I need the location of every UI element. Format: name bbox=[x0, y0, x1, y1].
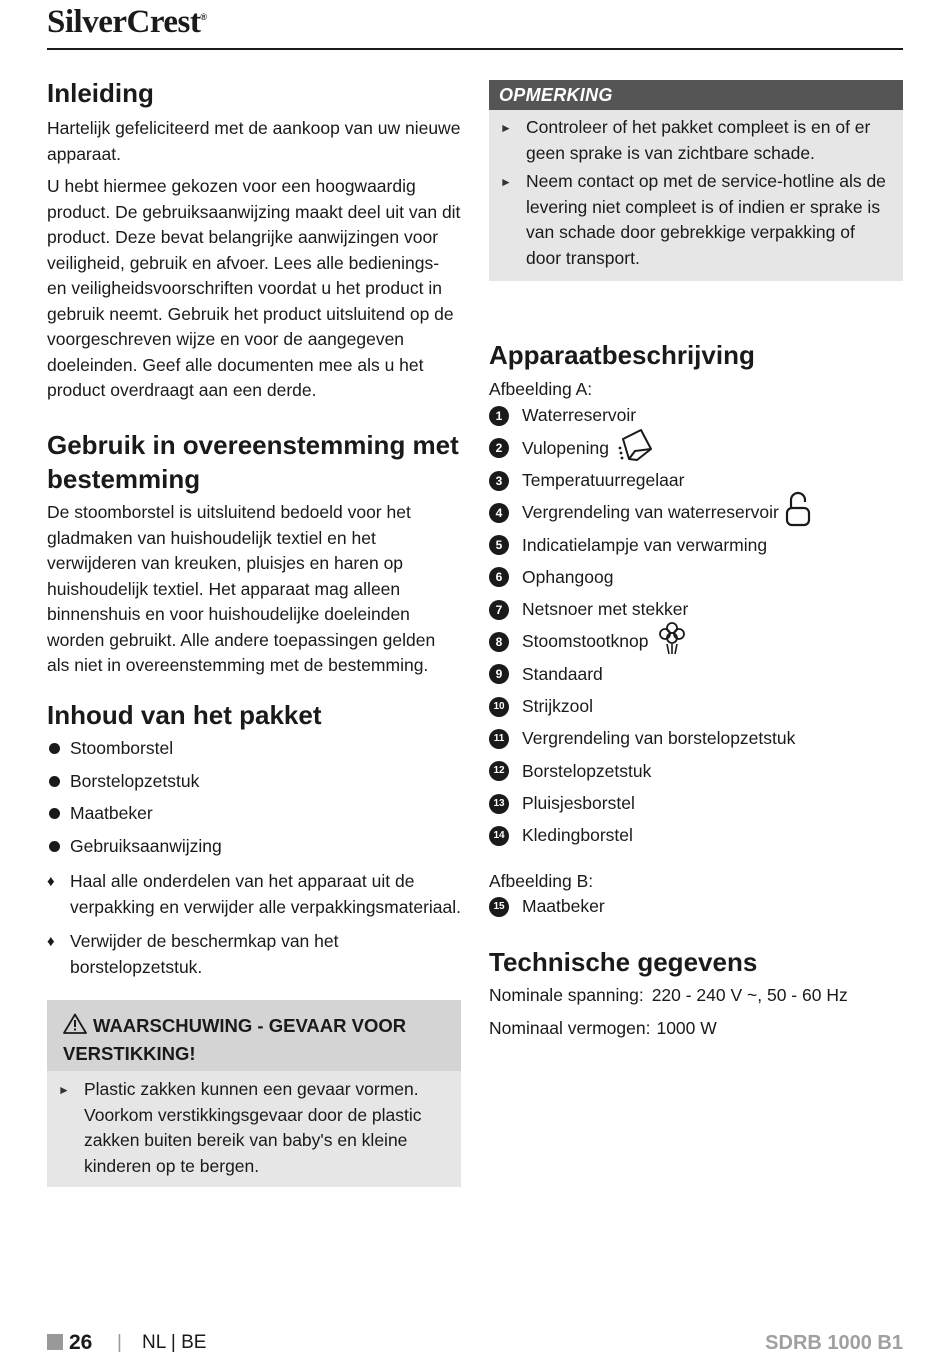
description-heading: Apparaatbeschrijving bbox=[489, 340, 755, 370]
list-item: ► Plastic zakken kunnen een gevaar vormen. Voorkom verstikkingsgevaar door de plastic zakken buiten bereik van baby's en kleine kinderen op te bergen. bbox=[58, 1079, 422, 1176]
list-item: 13 Pluisjesborstel bbox=[489, 788, 903, 820]
model-number: SDRB 1000 B1 bbox=[765, 1332, 903, 1354]
list-item: 4 Vergrendeling van waterreservoir bbox=[489, 497, 903, 529]
diamond-icon: ♦ bbox=[47, 933, 55, 950]
list-item: 10 Strijkzool bbox=[489, 691, 903, 723]
number-badge: 9 bbox=[489, 664, 509, 684]
list-item: ♦ Verwijder de beschermkap van het borstelopzetstuk. bbox=[47, 931, 339, 977]
page-footer bbox=[47, 1330, 903, 1356]
number-badge: 2 bbox=[489, 438, 509, 458]
footer-separator: | bbox=[117, 1332, 122, 1353]
list-item: 2 Vulopening bbox=[489, 432, 903, 464]
arrow-icon: ► bbox=[58, 1083, 70, 1097]
number-badge: 14 bbox=[489, 826, 509, 846]
intended-use-heading: Gebruik in overeenstemming met bestemming bbox=[47, 430, 459, 494]
figure-a-label: Afbeelding A: bbox=[489, 379, 593, 399]
warning-heading: WAARSCHUWING - GEVAAR VOOR VERSTIKKING! bbox=[47, 1000, 461, 1071]
package-steps-list bbox=[47, 869, 461, 989]
intro-heading: Inleiding bbox=[47, 78, 154, 108]
package-heading: Inhoud van het pakket bbox=[47, 700, 322, 730]
list-item: Stoomborstel bbox=[47, 736, 461, 762]
list-item: 9 Standaard bbox=[489, 658, 903, 690]
intro-paragraph-1: Hartelijk gefeliciteerd met de aankoop van uw nieuwe apparaat. bbox=[47, 118, 461, 164]
note-box bbox=[489, 80, 903, 281]
list-item: ♦ Haal alle onderdelen van het apparaat uit de verpakking en verwijder alle verpakkingsmateriaal. bbox=[47, 871, 462, 917]
list-item: Borstelopzetstuk bbox=[47, 769, 461, 795]
bullet-icon bbox=[49, 841, 60, 852]
number-badge: 11 bbox=[489, 729, 509, 749]
number-badge: 12 bbox=[489, 761, 509, 781]
number-badge: 13 bbox=[489, 794, 509, 814]
figure-b-label: Afbeelding B: bbox=[489, 871, 594, 891]
list-item: ► Controleer of het pakket compleet is en of er geen sprake is van zichtbare schade. bbox=[500, 117, 871, 163]
warning-triangle-icon bbox=[63, 1013, 87, 1041]
arrow-icon: ► bbox=[500, 175, 512, 189]
list-item: Gebruiksaanwijzing bbox=[47, 834, 461, 860]
footer-square-icon bbox=[47, 1334, 63, 1350]
list-item: 12 Borstelopzetstuk bbox=[489, 755, 903, 787]
parts-list-b bbox=[489, 891, 903, 923]
list-item: 14 Kledingborstel bbox=[489, 820, 903, 852]
warning-list bbox=[47, 1071, 461, 1187]
intended-use-paragraph: De stoomborstel is uitsluitend bedoeld voor het gladmaken van huishoudelijk textiel en het verwijderen van kreuken, pluisjes en haren op huishoudelijk textiel. Het apparaat mag alleen binnenshuis en voor huishoudelijke doeleinden worden gebruikt. Alle andere toepassingen gelden als niet in overeenstemming met de bestemming. bbox=[47, 502, 436, 675]
bullet-icon bbox=[49, 743, 60, 754]
list-item: Maatbeker bbox=[47, 801, 461, 827]
tech-heading: Technische gegevens bbox=[489, 947, 758, 977]
list-item: 8 Stoomstootknop bbox=[489, 626, 903, 658]
tech-table bbox=[489, 983, 903, 1048]
brand-logo: SilverCrest® bbox=[47, 4, 207, 40]
list-item: 6 Ophangoog bbox=[489, 561, 903, 593]
package-contents-list bbox=[47, 736, 461, 866]
note-heading: OPMERKING bbox=[489, 80, 903, 110]
number-badge: 4 bbox=[489, 503, 509, 523]
list-item: 7 Netsnoer met stekker bbox=[489, 594, 903, 626]
list-item: 5 Indicatielampje van verwarming bbox=[489, 529, 903, 561]
parts-list-a bbox=[489, 400, 903, 852]
page-number: 26 bbox=[69, 1331, 93, 1354]
header-rule bbox=[47, 48, 903, 50]
list-item: ► Neem contact op met de service-hotline als de levering niet compleet is of indien er sprake is van schade door gebrekkige verpakking of door transport. bbox=[500, 171, 886, 268]
tech-row: Nominaal vermogen: 1000 W bbox=[489, 1017, 717, 1038]
number-badge: 8 bbox=[489, 632, 509, 652]
number-badge: 3 bbox=[489, 471, 509, 491]
list-item: 15 Maatbeker bbox=[489, 891, 903, 923]
number-badge: 5 bbox=[489, 535, 509, 555]
number-badge: 7 bbox=[489, 600, 509, 620]
list-item: 11 Vergrendeling van borstelopzetstuk bbox=[489, 723, 903, 755]
bullet-icon bbox=[49, 776, 60, 787]
list-item: 1 Waterreservoir bbox=[489, 400, 903, 432]
note-list bbox=[489, 110, 903, 279]
arrow-icon: ► bbox=[500, 121, 512, 135]
list-item: 3 Temperatuurregelaar bbox=[489, 465, 903, 497]
tech-row: Nominale spanning: 220 - 240 V ~, 50 - 60 Hz bbox=[489, 985, 848, 1005]
number-badge: 6 bbox=[489, 567, 509, 587]
bullet-icon bbox=[49, 808, 60, 819]
footer-language: NL | BE bbox=[142, 1332, 207, 1353]
number-badge: 15 bbox=[489, 897, 509, 917]
number-badge: 1 bbox=[489, 406, 509, 426]
warning-box bbox=[47, 1000, 461, 1187]
intro-paragraph-2: U hebt hiermee gekozen voor een hoogwaardig product. De gebruiksaanwijzing maakt deel uit van dit product. Deze bevat belangrijke aanwijzingen voor veiligheid, gebruik en afvoer. Lees alle bedienings- en veiligheidsvoorschriften voordat u het product in gebruik neemt. Gebruik het product uitsluitend op de voorgeschreven wijze en voor de aangegeven doeleinden. Geef alle documenten mee als u het product overdraagt aan een derde. bbox=[47, 176, 461, 400]
diamond-icon: ♦ bbox=[47, 873, 55, 890]
number-badge: 10 bbox=[489, 697, 509, 717]
